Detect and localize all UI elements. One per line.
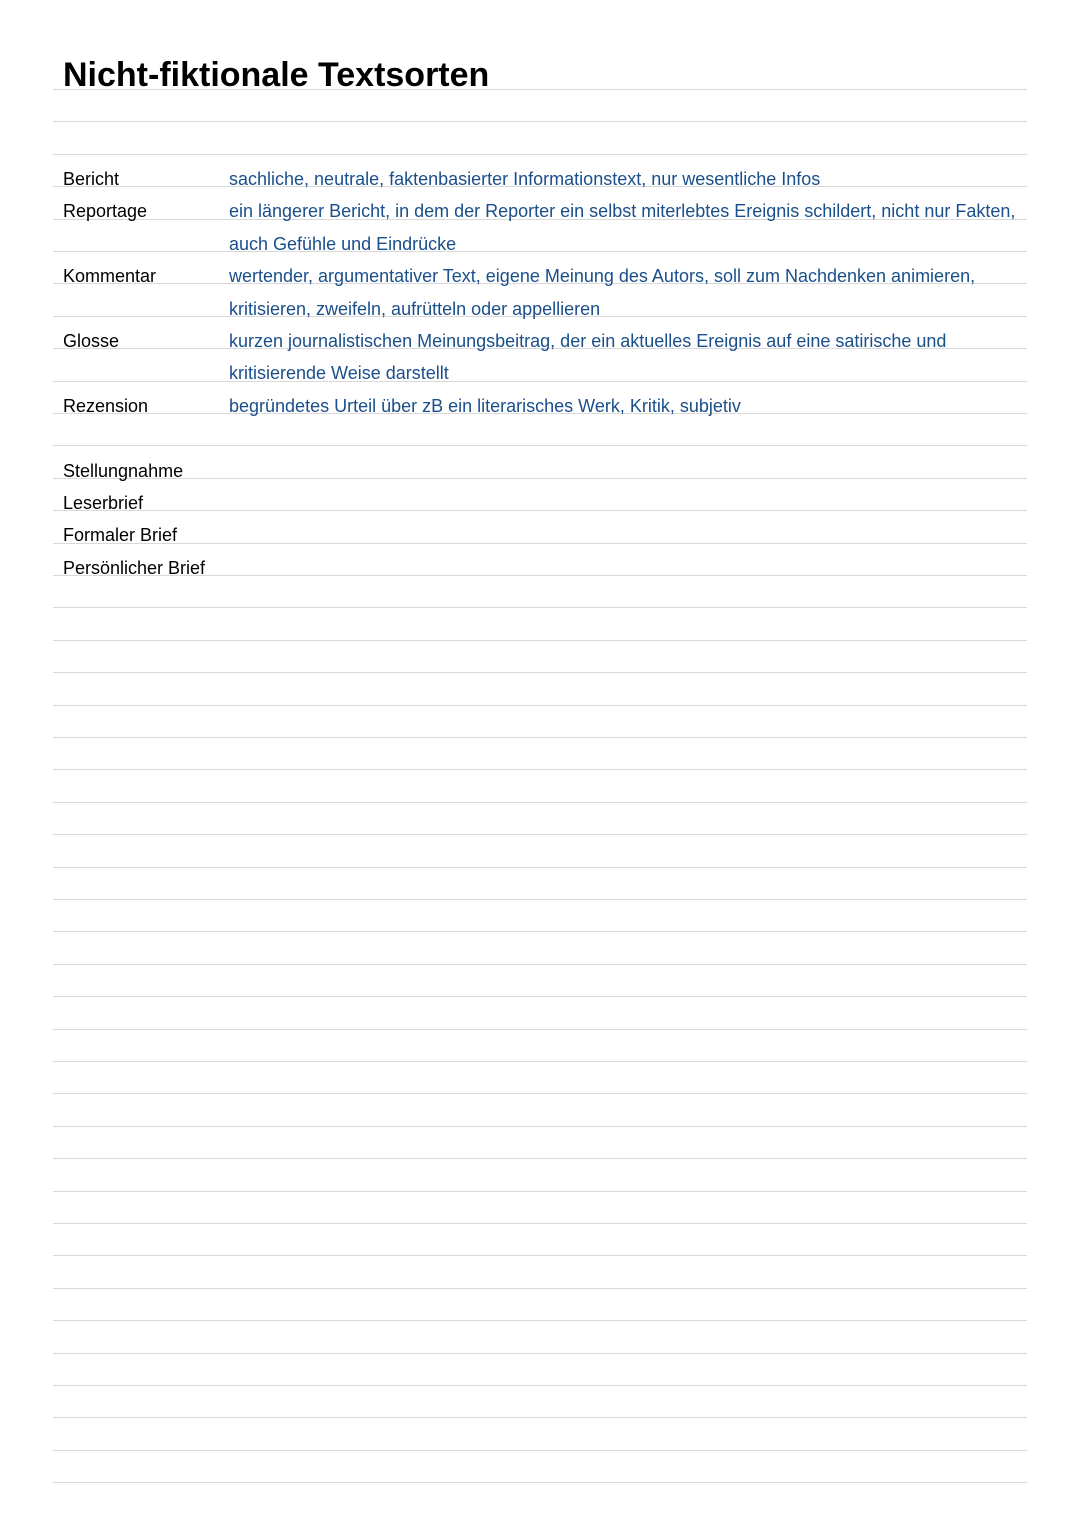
rule-line [53, 931, 1027, 932]
term-label: Formaler Brief [63, 525, 178, 546]
rule-line [53, 1417, 1027, 1418]
rule-line [53, 1450, 1027, 1451]
term-label: Glosse [63, 331, 120, 351]
term-label: Bericht [63, 169, 120, 189]
term-definition: wertender, argumentativer Text, eigene Meinung des Autors, soll zum Nachdenken animieren, kritisieren, zweifeln, aufrütteln oder appellieren [229, 266, 976, 319]
term-label: Reportage [63, 201, 148, 222]
rule-line [53, 1158, 1027, 1159]
rule-line [53, 640, 1027, 641]
rule-line [53, 510, 1027, 511]
rule-line [53, 543, 1027, 544]
rule-line [53, 1093, 1027, 1094]
rule-line [53, 445, 1027, 446]
rule-line [53, 672, 1027, 673]
term-definition: kurzen journalistischen Meinungsbeitrag, der ein aktuelles Ereignis auf eine satirische und kritisierende Weise darstellt [229, 331, 947, 384]
rule-line [53, 1320, 1027, 1321]
rule-line [53, 899, 1027, 900]
rule-line [53, 769, 1027, 770]
rule-line [53, 1353, 1027, 1354]
rule-line [53, 607, 1027, 608]
rule-line [53, 802, 1027, 803]
rule-line [53, 1255, 1027, 1256]
rule-line [53, 1126, 1027, 1127]
term-label: Kommentar [63, 266, 157, 287]
rule-line [53, 1385, 1027, 1386]
rule-line [53, 1223, 1027, 1224]
rule-line [53, 1061, 1027, 1062]
term-definition: ein längerer Bericht, in dem der Reporter ein selbst miterlebtes Ereignis schildert, nicht nur Fakten, auch Gefühle und Eindrücke [229, 201, 1016, 254]
page-title: Nicht-fiktionale Textsorten [63, 56, 490, 94]
rule-line [53, 737, 1027, 738]
rule-line [53, 154, 1027, 155]
term-label: Persönlicher Brief [63, 557, 206, 578]
term-definition: begründetes Urteil über zB ein literarisches Werk, Kritik, subjetiv [229, 395, 741, 416]
rule-line [53, 867, 1027, 868]
rule-line [53, 1191, 1027, 1192]
rule-line [53, 996, 1027, 997]
rule-line [53, 964, 1027, 965]
term-label: Stellungnahme [63, 460, 184, 481]
rule-line [53, 478, 1027, 479]
rule-line [53, 1482, 1027, 1483]
rule-line [53, 705, 1027, 706]
rule-line [53, 1029, 1027, 1030]
term-label: Leserbrief [63, 493, 144, 513]
term-label: Rezension [63, 395, 149, 416]
rule-line [53, 1288, 1027, 1289]
rule-line [53, 121, 1027, 122]
term-definition: sachliche, neutrale, faktenbasierter Informationstext, nur wesentliche Infos [229, 169, 821, 189]
rule-line [53, 834, 1027, 835]
